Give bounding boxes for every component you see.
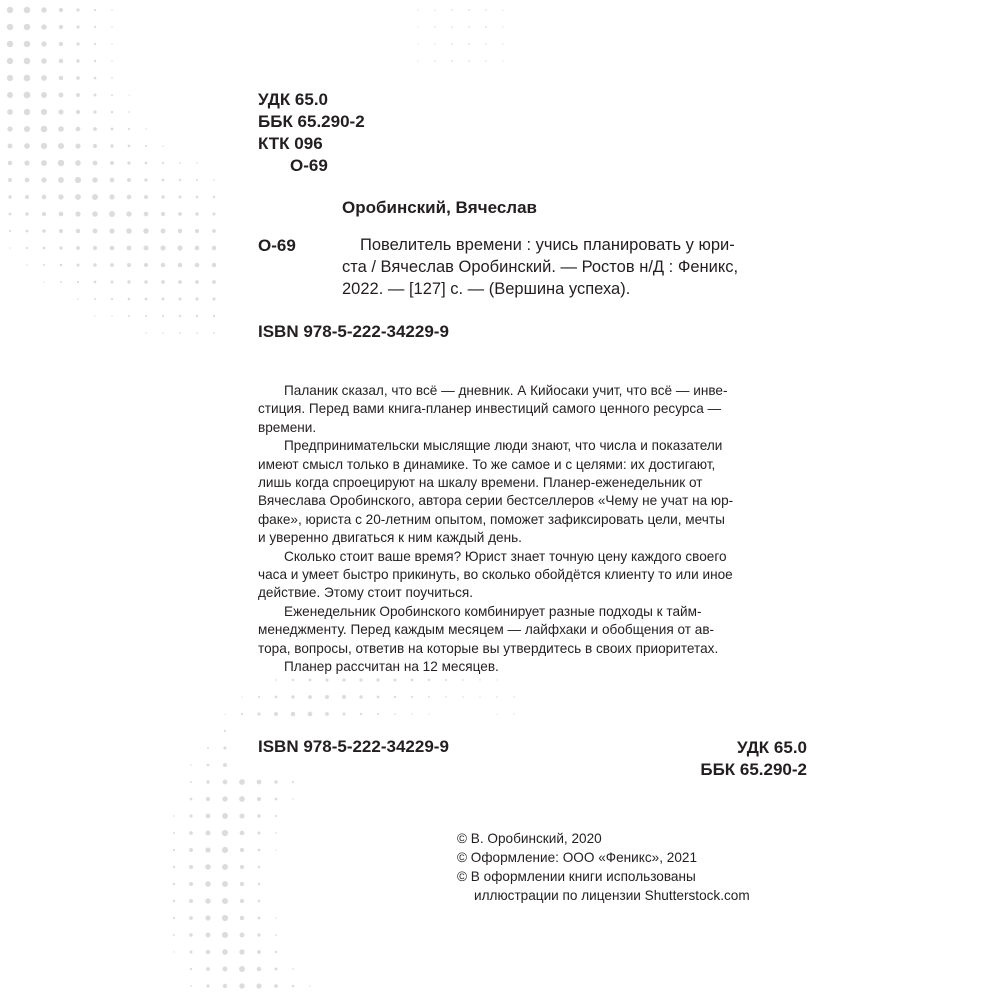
annotation-line: времени.: [258, 419, 317, 435]
footer-bbk: ББК 65.290-2: [700, 760, 807, 779]
bib-line: 2022. — [127] с. — (Вершина успеха).: [342, 280, 631, 298]
annotation-line: Планер рассчитан на 12 месяцев.: [284, 659, 499, 675]
entry-code: О-69: [258, 236, 296, 255]
annotation-line: факе», юриста с 20-летним опытом, поможет зафиксировать цели, мечты: [258, 511, 725, 527]
isbn: ISBN 978-5-222-34229-9: [258, 322, 449, 341]
annotation-line: действие. Этому стоит поучиться.: [258, 585, 474, 601]
copyright-line: © Оформление: ООО «Феникс», 2021: [457, 850, 698, 865]
annotation-line: часа и умеет быстро прикинуть, во сколько обойдётся клиенту то или иное: [258, 567, 733, 583]
copyright-line: © В. Оробинский, 2020: [457, 831, 602, 846]
footer-udk: УДК 65.0: [736, 738, 807, 757]
author-sign: О-69: [290, 156, 328, 175]
annotation-line: лишь когда спроецируют на шкалу времени. Планер-еженедельник от: [258, 475, 703, 491]
bib-line: Повелитель времени : учись планировать у юри-: [360, 236, 735, 254]
annotation-line: стиция. Перед вами книга-планер инвестиций самого ценного ресурса —: [258, 401, 722, 417]
bibliographic-description: [342, 234, 806, 300]
annotation-line: менеджменту. Перед каждым месяцем — лайфхаки и обобщения от ав-: [258, 622, 715, 638]
copyright-line: © В оформлении книги использованы: [457, 869, 696, 884]
annotation-line: имеют смысл только в динамике. То же самое и с целями: их достигают,: [258, 456, 716, 472]
copyright-line: иллюстрации по лицензии Shutterstock.com: [474, 888, 750, 903]
annotation-line: Паланик сказал, что всё — дневник. А Кийосаки учит, что всё — инве-: [284, 383, 728, 398]
footer-classification: [700, 737, 807, 781]
annotation-line: Вячеслава Оробинского, автора серии бестселлеров «Чему не учат на юр-: [258, 493, 734, 509]
footer-isbn: ISBN 978-5-222-34229-9: [258, 737, 449, 756]
annotation-line: и уверенно двигаться к ним каждый день.: [258, 530, 522, 546]
author-heading: Оробинский, Вячеслав: [342, 198, 537, 217]
annotation: [258, 382, 806, 677]
annotation-line: тора, вопросы, ответив на которые вы утвердитесь в своих приоритетах.: [258, 640, 719, 656]
annotation-line: Еженедельник Оробинского комбинирует разные подходы к тайм-: [284, 603, 702, 619]
bbk-code: ББК 65.290-2: [258, 112, 365, 131]
udk-code: УДК 65.0: [258, 90, 329, 109]
ktk-code: КТК 096: [258, 134, 323, 153]
bib-line: ста / Вячеслав Оробинский. — Ростов н/Д : Феникс,: [342, 258, 739, 276]
annotation-line: Предпринимательски мыслящие люди знают, что числа и показатели: [284, 438, 723, 454]
annotation-line: Сколько стоит ваше время? Юрист знает точную цену каждого своего: [284, 548, 727, 564]
copyright-block: [457, 829, 750, 905]
